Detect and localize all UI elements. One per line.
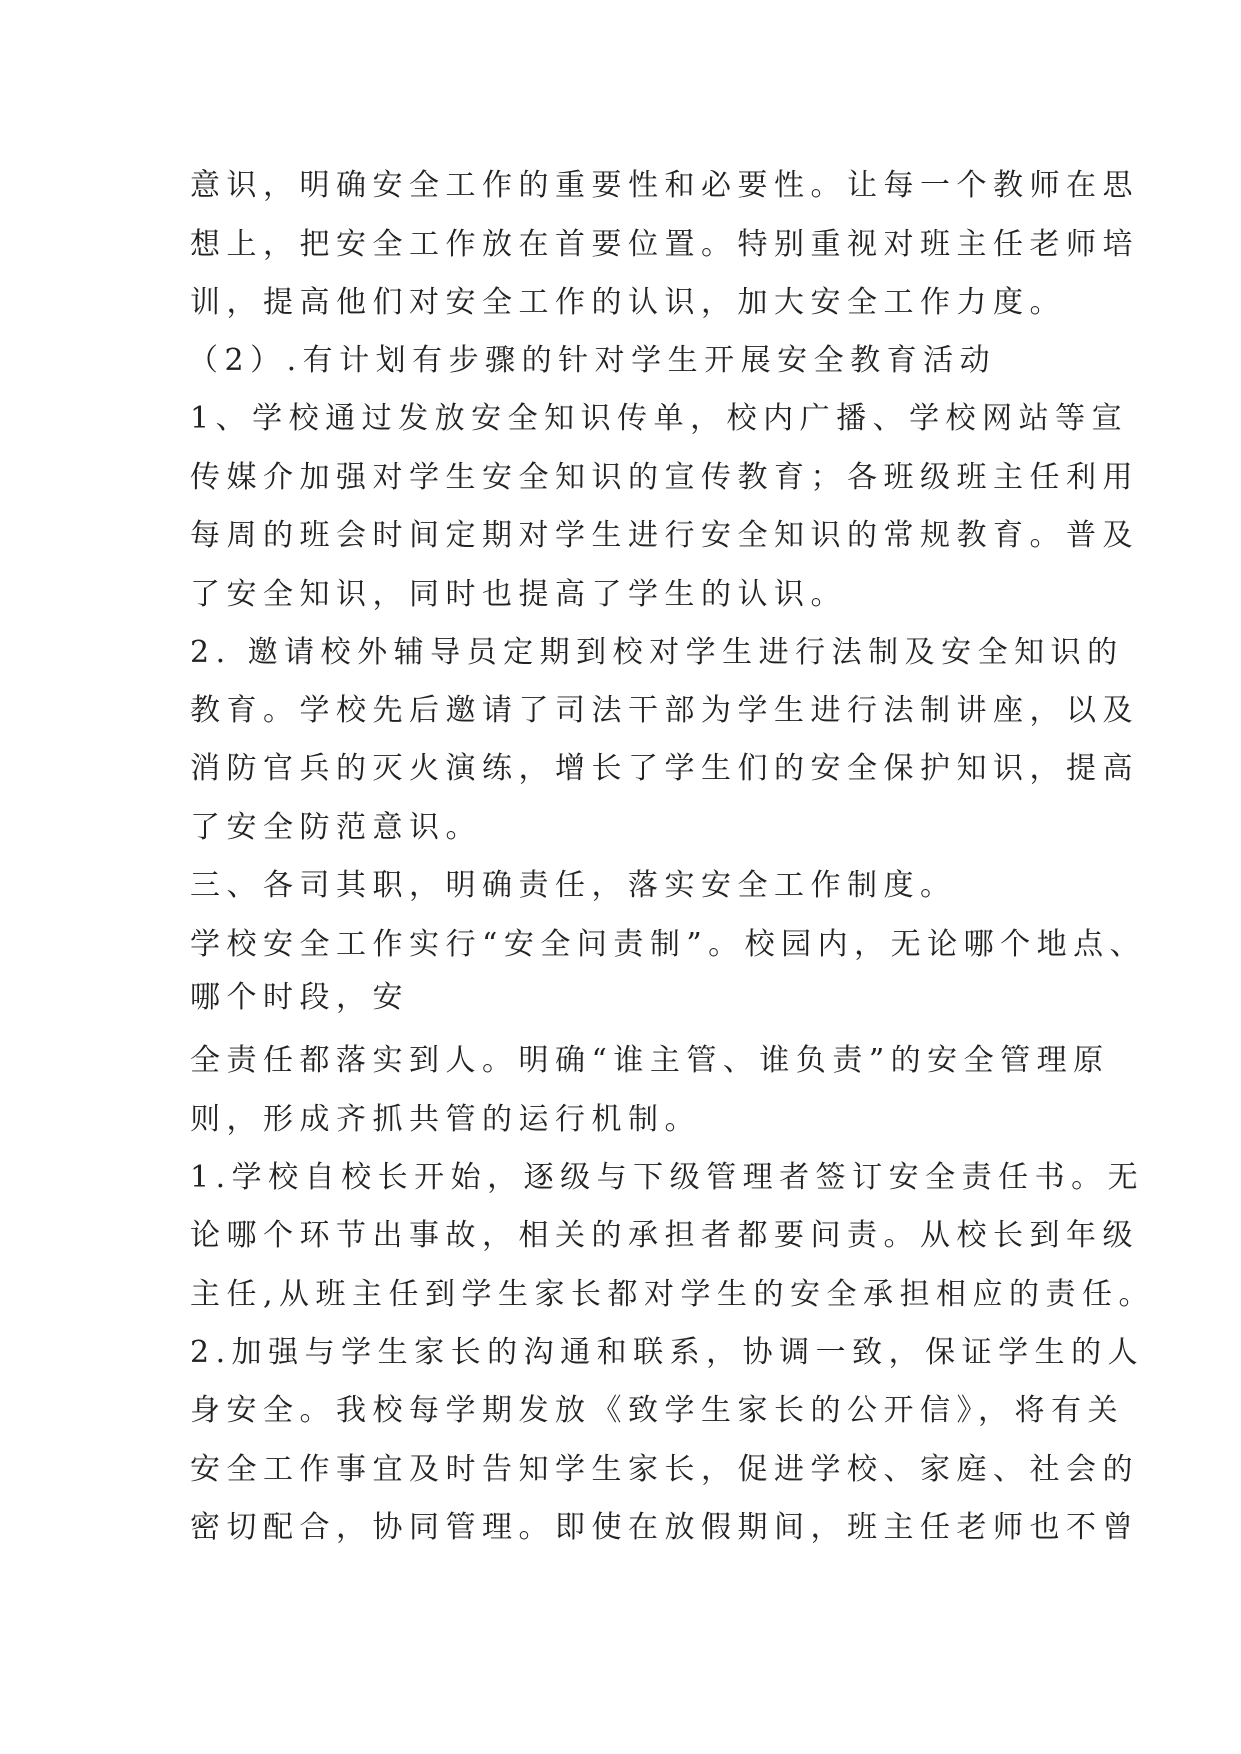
text-line: 2. 邀请校外辅导员定期到校对学生进行法制及安全知识的: [190, 635, 1124, 670]
text-line: 了安全防范意识。: [190, 810, 482, 845]
text-line: 1、学校通过发放安全知识传单，校内广播、学校网站等宣: [190, 401, 1129, 436]
section-heading: （2）.有计划有步骤的针对学生开展安全教育活动: [188, 343, 997, 378]
text-line: 学校安全工作实行“安全问责制”。校园内，无论哪个地点、: [190, 927, 1147, 962]
text-line: 则，形成齐抓共管的运行机制。: [190, 1102, 701, 1137]
text-line: 哪个时段，安: [190, 980, 409, 1015]
text-line: 安全工作事宜及时告知学生家长，促进学校、家庭、社会的: [190, 1452, 1139, 1487]
text-line: 每周的班会时间定期对学生进行安全知识的常规教育。普及: [190, 518, 1139, 553]
text-line: 意识，明确安全工作的重要性和必要性。让每一个教师在思: [190, 168, 1139, 203]
text-line: 了安全知识，同时也提高了学生的认识。: [190, 577, 847, 612]
text-line: 想上，把安全工作放在首要位置。特别重视对班主任老师培: [190, 227, 1139, 262]
text-line: 消防官兵的灭火演练，增长了学生们的安全保护知识，提高: [190, 751, 1139, 786]
text-line: 教育。学校先后邀请了司法干部为学生进行法制讲座，以及: [190, 693, 1139, 728]
text-line: 1.学校自校长开始，逐级与下级管理者签订安全责任书。无: [190, 1160, 1145, 1195]
text-line: 密切配合，协同管理。即使在放假期间，班主任老师也不曾: [190, 1510, 1139, 1545]
text-line: 训，提高他们对安全工作的认识，加大安全工作力度。: [190, 285, 1066, 320]
text-line: 全责任都落实到人。明确“谁主管、谁负责”的安全管理原: [190, 1043, 1110, 1078]
text-line: 论哪个环节出事故，相关的承担者都要问责。从校长到年级: [190, 1218, 1139, 1253]
text-line: 身安全。我校每学期发放《致学生家长的公开信》，将有关: [190, 1393, 1124, 1428]
section-heading: 三、各司其职，明确责任，落实安全工作制度。: [190, 868, 957, 903]
text-line: 2.加强与学生家长的沟通和联系，协调一致，保证学生的人: [190, 1335, 1145, 1370]
text-line: 传媒介加强对学生安全知识的宣传教育；各班级班主任利用: [190, 460, 1139, 495]
text-line: 主任,从班主任到学生家长都对学生的安全承担相应的责任。: [190, 1277, 1156, 1312]
